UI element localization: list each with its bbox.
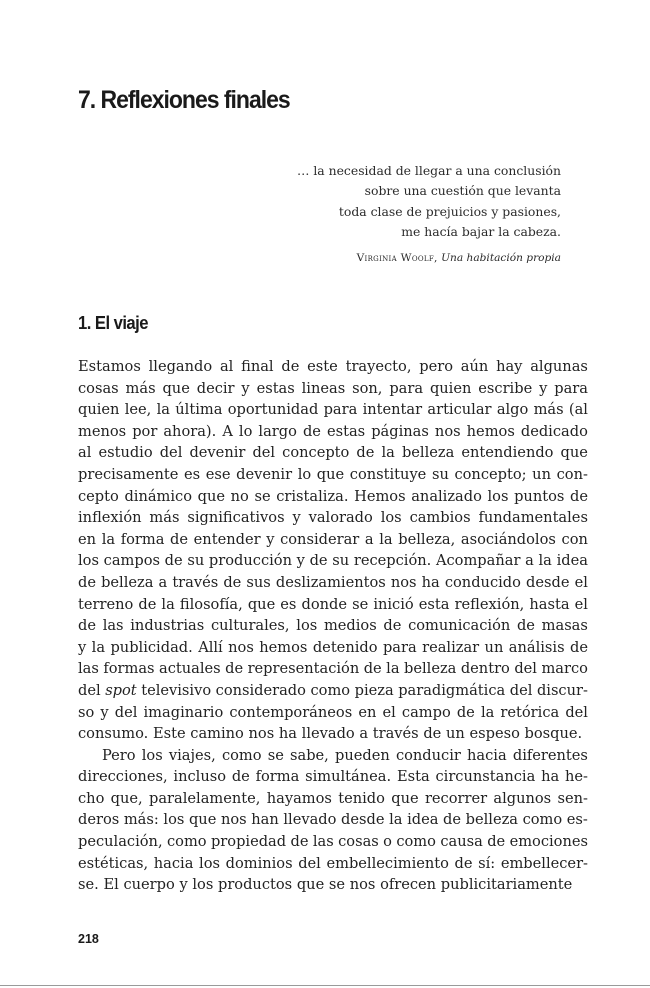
body-line: peculación, como propiedad de las cosas o como causa de emociones bbox=[78, 833, 588, 851]
body-line: los campos de su producción y de su recepción. Acompañar a la idea bbox=[78, 552, 588, 570]
body-line: direcciones, incluso de forma simultánea. Esta circunstancia ha he- bbox=[78, 768, 588, 786]
body-line: cho que, paralelamente, hayamos tenido que recorrer algunos sen- bbox=[78, 789, 588, 807]
body-text bbox=[78, 356, 588, 896]
epigraph-attribution bbox=[221, 248, 561, 268]
body-line: so y del imaginario contemporáneos en el campo de la retórica del bbox=[78, 703, 588, 721]
body-line: en la forma de entender y considerar a la belleza, asociándolos con bbox=[78, 530, 588, 548]
body-line: Estamos llegando al final de este trayecto, pero aún hay algunas bbox=[78, 358, 588, 375]
epigraph-line: toda clase de prejuicios y pasiones, bbox=[338, 203, 561, 219]
body-line: de belleza a través de sus deslizamientos nos ha conducido desde el bbox=[78, 573, 588, 591]
chapter-title: 7. Reflexiones finales bbox=[78, 86, 290, 114]
page-number: 218 bbox=[78, 932, 99, 946]
epigraph-line: me hacía bajar la cabeza. bbox=[401, 223, 561, 239]
section-title: 1. El viaje bbox=[78, 312, 148, 333]
body-line: del spot televisivo considerado como pieza paradigmática del discur- bbox=[78, 681, 588, 699]
body-line: se. El cuerpo y los productos que se nos ofrecen publicitariamente bbox=[78, 876, 573, 894]
body-line: de las industrias culturales, los medios de comunicación de masas bbox=[78, 617, 588, 635]
body-line: cepto dinámico que no se cristaliza. Hemos analizado los puntos de bbox=[78, 487, 588, 505]
body-line: quien lee, la última oportunidad para intentar articular algo más (al bbox=[78, 401, 588, 419]
body-line: cosas más que decir y estas lineas son, para quien escribe y para bbox=[78, 379, 588, 397]
epigraph-line: … la necesidad de llegar a una conclusión bbox=[297, 163, 561, 178]
epigraph-work-title: Una habitación propia bbox=[441, 252, 561, 265]
epigraph bbox=[221, 161, 561, 268]
body-line: estéticas, hacia los dominios del embellecimiento de sí: embellecer- bbox=[78, 854, 588, 872]
body-line: deros más: los que nos han llevado desde la idea de belleza como es- bbox=[78, 811, 588, 829]
body-line: terreno de la filosofía, que es donde se inició esta reflexión, hasta el bbox=[78, 595, 588, 613]
body-line: y la publicidad. Allí nos hemos detenido para realizar un análisis de bbox=[78, 638, 588, 656]
body-line: inflexión más significativos y valorado los cambios fundamentales bbox=[78, 509, 588, 527]
body-line: precisamente es ese devenir lo que constituye su concepto; un con- bbox=[78, 465, 588, 483]
epigraph-line: sobre una cuestión que levanta bbox=[364, 183, 561, 199]
body-line: menos por ahora). A lo largo de estas páginas nos hemos dedicado bbox=[78, 422, 588, 440]
body-line: al estudio del devenir del concepto de la belleza entendiendo que bbox=[78, 444, 588, 462]
epigraph-author: Virginia Woolf, bbox=[356, 252, 438, 265]
body-line: las formas actuales de representación de la belleza dentro del marco bbox=[78, 660, 588, 678]
page-bottom-rule bbox=[0, 985, 650, 986]
body-line: consumo. Este camino nos ha llevado a través de un espeso bosque. bbox=[78, 725, 583, 743]
body-line: Pero los viajes, como se sabe, pueden conducir hacia diferentes bbox=[102, 746, 588, 764]
